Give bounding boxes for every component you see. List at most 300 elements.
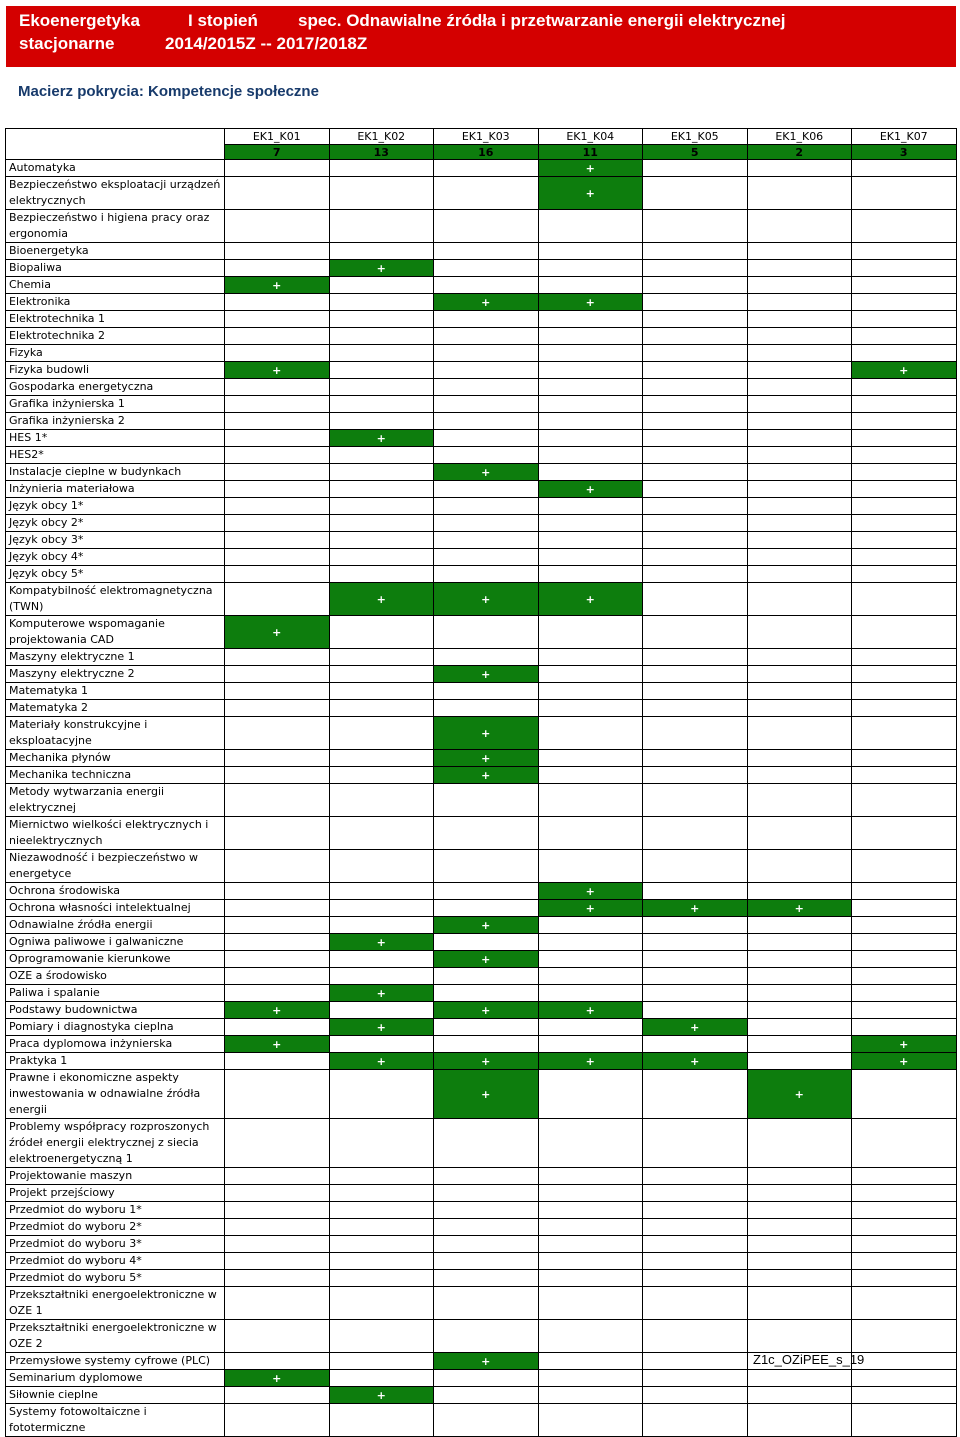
empty-cell [538,1387,643,1404]
coverage-mark: + [225,362,330,379]
empty-cell [747,549,852,566]
competency-count: 7 [225,145,330,160]
empty-cell [538,396,643,413]
coverage-mark: + [434,294,539,311]
empty-cell [434,498,539,515]
empty-cell [434,784,539,817]
table-row [6,430,957,447]
empty-cell [434,1404,539,1437]
empty-cell [852,1168,957,1185]
empty-cell [225,447,330,464]
empty-cell [852,917,957,934]
empty-cell [538,1287,643,1320]
course-name: Przekształtniki energoelektroniczne w OZE 2 [6,1320,225,1353]
empty-cell [225,1168,330,1185]
empty-cell [852,430,957,447]
coverage-mark: + [225,1002,330,1019]
coverage-mark: + [329,260,434,277]
empty-cell [747,784,852,817]
empty-cell [538,210,643,243]
empty-cell [747,515,852,532]
empty-cell [643,328,748,345]
empty-cell [225,583,330,616]
empty-cell [538,1270,643,1287]
empty-cell [747,1253,852,1270]
empty-cell [225,717,330,750]
empty-cell [538,750,643,767]
empty-cell [852,1287,957,1320]
empty-cell [329,362,434,379]
table-row [6,1253,957,1270]
empty-cell [747,1270,852,1287]
course-name: Materiały konstrukcyjne i eksploatacyjne [6,717,225,750]
empty-cell [434,900,539,917]
coverage-mark: + [329,985,434,1002]
empty-cell [538,345,643,362]
course-name: HES 1* [6,430,225,447]
course-name: Paliwa i spalanie [6,985,225,1002]
empty-cell [747,883,852,900]
empty-cell [434,1236,539,1253]
empty-cell [747,345,852,362]
table-row [6,666,957,683]
coverage-mark: + [225,1370,330,1387]
course-name: HES2* [6,447,225,464]
course-name: Projekt przejściowy [6,1185,225,1202]
empty-cell [643,243,748,260]
table-row [6,515,957,532]
empty-cell [747,616,852,649]
empty-cell [538,934,643,951]
empty-cell [538,498,643,515]
empty-cell [225,1019,330,1036]
empty-cell [329,498,434,515]
competency-count: 11 [538,145,643,160]
empty-cell [225,532,330,549]
empty-cell [434,1253,539,1270]
empty-cell [747,717,852,750]
empty-cell [852,1320,957,1353]
course-name: Język obcy 1* [6,498,225,515]
coverage-mark: + [852,1053,957,1070]
empty-cell [538,1404,643,1437]
empty-cell [434,447,539,464]
course-name: Komputerowe wspomaganie projektowania CAD [6,616,225,649]
empty-cell [329,1236,434,1253]
coverage-mark: + [329,1387,434,1404]
competency-count: 13 [329,145,434,160]
coverage-mark: + [434,1053,539,1070]
empty-cell [643,160,748,177]
empty-cell [538,260,643,277]
empty-cell [747,447,852,464]
empty-cell [225,1119,330,1168]
empty-cell [643,498,748,515]
empty-cell [643,515,748,532]
empty-cell [852,532,957,549]
table-row [6,1019,957,1036]
table-row [6,498,957,515]
course-name: Język obcy 5* [6,566,225,583]
empty-cell [225,917,330,934]
empty-cell [643,1236,748,1253]
empty-cell [538,1219,643,1236]
empty-cell [643,1168,748,1185]
coverage-mark: + [643,1053,748,1070]
empty-cell [434,396,539,413]
empty-cell [852,934,957,951]
table-row [6,1036,957,1053]
empty-cell [852,1185,957,1202]
empty-cell [643,767,748,784]
table-row [6,616,957,649]
empty-cell [225,1236,330,1253]
table-row [6,784,957,817]
coverage-mark: + [434,951,539,968]
empty-cell [329,1070,434,1119]
field-name: Ekoenergetyka [19,11,140,30]
empty-cell [852,1236,957,1253]
empty-cell [434,1036,539,1053]
table-row [6,532,957,549]
empty-cell [852,413,957,430]
header-banner [6,6,956,67]
table-row [6,294,957,311]
coverage-matrix [5,128,957,1437]
empty-cell [225,1219,330,1236]
empty-cell [852,968,957,985]
empty-cell [329,616,434,649]
empty-cell [852,277,957,294]
empty-cell [747,1370,852,1387]
course-name: Przedmiot do wyboru 4* [6,1253,225,1270]
table-row [6,566,957,583]
empty-cell [852,379,957,396]
coverage-mark: + [643,1019,748,1036]
empty-cell [852,243,957,260]
empty-cell [225,1070,330,1119]
empty-cell [643,566,748,583]
table-row [6,1070,957,1119]
empty-cell [747,1320,852,1353]
empty-cell [329,396,434,413]
corner-cell [6,145,225,160]
competency-count: 5 [643,145,748,160]
empty-cell [643,379,748,396]
empty-cell [643,583,748,616]
course-name: Oprogramowanie kierunkowe [6,951,225,968]
competency-code: EK1_K01 [225,129,330,145]
empty-cell [538,379,643,396]
empty-cell [434,328,539,345]
empty-cell [538,243,643,260]
empty-cell [643,1270,748,1287]
table-row [6,1270,957,1287]
coverage-mark: + [434,717,539,750]
empty-cell [329,413,434,430]
empty-cell [538,532,643,549]
empty-cell [225,464,330,481]
empty-cell [434,210,539,243]
table-row [6,900,957,917]
empty-cell [538,1202,643,1219]
empty-cell [852,160,957,177]
empty-cell [329,951,434,968]
empty-cell [225,750,330,767]
empty-cell [329,515,434,532]
coverage-mark: + [747,1070,852,1119]
course-name: Grafika inżynierska 1 [6,396,225,413]
empty-cell [329,1353,434,1370]
empty-cell [747,379,852,396]
empty-cell [747,396,852,413]
empty-cell [538,549,643,566]
course-name: Prawne i ekonomiczne aspekty inwestowania w odnawialne źródła energii [6,1070,225,1119]
empty-cell [747,767,852,784]
empty-cell [643,666,748,683]
empty-cell [852,817,957,850]
empty-cell [225,481,330,498]
empty-cell [538,1185,643,1202]
empty-cell [852,447,957,464]
empty-cell [225,968,330,985]
table-row [6,700,957,717]
empty-cell [643,1119,748,1168]
empty-cell [643,1036,748,1053]
corner-cell [6,129,225,145]
empty-cell [434,311,539,328]
table-row [6,1236,957,1253]
empty-cell [747,1036,852,1053]
empty-cell [434,683,539,700]
table-row [6,1053,957,1070]
table-row [6,583,957,616]
empty-cell [329,666,434,683]
empty-cell [329,968,434,985]
course-name: Ogniwa paliwowe i galwaniczne [6,934,225,951]
empty-cell [329,917,434,934]
empty-cell [747,1053,852,1070]
empty-cell [643,883,748,900]
table-row [6,1185,957,1202]
empty-cell [434,177,539,210]
empty-cell [225,177,330,210]
empty-cell [852,311,957,328]
empty-cell [329,717,434,750]
empty-cell [538,917,643,934]
document-id: Z1c_OZiPEE_s_19 [753,1352,865,1367]
empty-cell [538,700,643,717]
table-row [6,767,957,784]
empty-cell [643,1387,748,1404]
course-name: Przedmiot do wyboru 5* [6,1270,225,1287]
empty-cell [852,649,957,666]
table-row [6,1320,957,1353]
table-row [6,951,957,968]
empty-cell [538,717,643,750]
empty-cell [852,750,957,767]
empty-cell [538,817,643,850]
empty-cell [852,1253,957,1270]
empty-cell [225,900,330,917]
empty-cell [329,1219,434,1236]
course-name: Automatyka [6,160,225,177]
course-name: Język obcy 2* [6,515,225,532]
empty-cell [434,549,539,566]
empty-cell [434,430,539,447]
empty-cell [225,883,330,900]
coverage-mark: + [329,430,434,447]
empty-cell [643,396,748,413]
empty-cell [225,430,330,447]
table-row [6,1002,957,1019]
empty-cell [852,328,957,345]
empty-cell [329,328,434,345]
empty-cell [643,277,748,294]
empty-cell [747,750,852,767]
empty-cell [538,616,643,649]
empty-cell [852,1019,957,1036]
empty-cell [225,160,330,177]
empty-cell [852,566,957,583]
empty-cell [434,850,539,883]
course-name: Ochrona własności intelektualnej [6,900,225,917]
competency-code: EK1_K02 [329,129,434,145]
empty-cell [643,917,748,934]
coverage-mark: + [434,750,539,767]
empty-cell [329,1287,434,1320]
empty-cell [434,481,539,498]
empty-cell [434,1202,539,1219]
table-row [6,160,957,177]
empty-cell [747,160,852,177]
empty-cell [329,566,434,583]
empty-cell [852,1353,957,1370]
competency-count: 2 [747,145,852,160]
empty-cell [538,1253,643,1270]
empty-cell [643,683,748,700]
empty-cell [225,549,330,566]
empty-cell [329,700,434,717]
study-mode: stacjonarne [19,34,115,53]
empty-cell [747,177,852,210]
empty-cell [329,277,434,294]
table-row [6,413,957,430]
empty-cell [852,850,957,883]
course-name: Bezpieczeństwo i higiena pracy oraz ergonomia [6,210,225,243]
table-row [6,968,957,985]
empty-cell [225,700,330,717]
empty-cell [852,177,957,210]
empty-cell [852,396,957,413]
empty-cell [434,260,539,277]
empty-cell [643,210,748,243]
empty-cell [538,1168,643,1185]
empty-cell [643,1353,748,1370]
empty-cell [329,850,434,883]
empty-cell [329,683,434,700]
empty-cell [538,413,643,430]
empty-cell [225,498,330,515]
empty-cell [434,700,539,717]
empty-cell [434,362,539,379]
course-name: Ochrona środowiska [6,883,225,900]
empty-cell [852,666,957,683]
empty-cell [747,210,852,243]
competency-code: EK1_K06 [747,129,852,145]
course-name: Inżynieria materiałowa [6,481,225,498]
coverage-mark: + [434,1070,539,1119]
table-row [6,883,957,900]
empty-cell [225,1404,330,1437]
course-name: Biopaliwa [6,260,225,277]
empty-cell [747,311,852,328]
empty-cell [434,379,539,396]
course-name: Problemy współpracy rozproszonych źródeł energii elektrycznej z siecia elektroenergetyczną 1 [6,1119,225,1168]
table-row [6,850,957,883]
table-row [6,243,957,260]
coverage-mark: + [747,900,852,917]
empty-cell [538,1019,643,1036]
empty-cell [538,985,643,1002]
course-name: Instalacje cieplne w budynkach [6,464,225,481]
empty-cell [225,396,330,413]
empty-cell [852,900,957,917]
course-name: Mechanika płynów [6,750,225,767]
coverage-mark: + [225,1036,330,1053]
empty-cell [434,1185,539,1202]
empty-cell [747,532,852,549]
empty-cell [329,311,434,328]
empty-cell [643,1070,748,1119]
competency-code: EK1_K05 [643,129,748,145]
empty-cell [643,362,748,379]
empty-cell [225,1320,330,1353]
table-row [6,1168,957,1185]
table-row [6,1387,957,1404]
page-title: Macierz pokrycia: Kompetencje społeczne [18,83,319,100]
empty-cell [225,951,330,968]
empty-cell [225,379,330,396]
course-name: Fizyka [6,345,225,362]
empty-cell [852,464,957,481]
empty-cell [225,210,330,243]
course-name: Przemysłowe systemy cyfrowe (PLC) [6,1353,225,1370]
table-row [6,750,957,767]
empty-cell [225,1353,330,1370]
empty-cell [329,1253,434,1270]
empty-cell [852,1387,957,1404]
empty-cell [643,850,748,883]
academic-years: 2014/2015Z -- 2017/2018Z [165,34,368,53]
empty-cell [747,1119,852,1168]
empty-cell [643,649,748,666]
empty-cell [747,481,852,498]
empty-cell [747,850,852,883]
empty-cell [329,160,434,177]
competency-header-row [6,129,957,145]
empty-cell [643,1404,748,1437]
empty-cell [643,1320,748,1353]
empty-cell [852,1202,957,1219]
empty-cell [747,1202,852,1219]
empty-cell [538,566,643,583]
empty-cell [538,1353,643,1370]
course-name: Bioenergetyka [6,243,225,260]
empty-cell [643,968,748,985]
empty-cell [747,817,852,850]
coverage-mark: + [538,160,643,177]
